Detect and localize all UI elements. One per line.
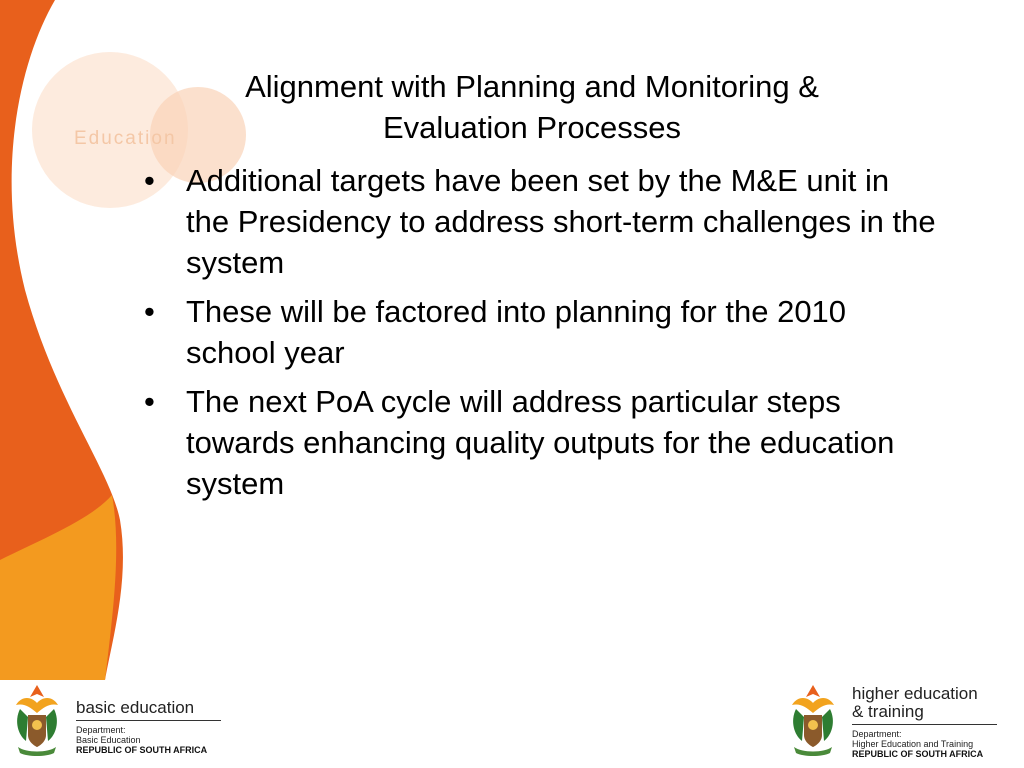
logo-name-line1: higher education <box>852 684 978 703</box>
watermark-text: Education <box>74 128 177 149</box>
logo-name: basic education <box>76 698 195 717</box>
logo-country: REPUBLIC OF SOUTH AFRICA <box>852 749 984 759</box>
slide-title: Alignment with Planning and Monitoring & Evaluation Processes <box>245 69 819 145</box>
basic-education-logo <box>6 683 226 759</box>
bullet-glyph: • <box>144 163 155 198</box>
logo-divider <box>76 720 221 721</box>
bullet-item <box>140 160 940 283</box>
bullet-list <box>140 160 940 512</box>
logo-department-label: Department: <box>76 725 126 735</box>
coat-of-arms-icon <box>782 683 844 759</box>
logo-department-name: Higher Education and Training <box>852 739 974 749</box>
logo-department-name: Basic Education <box>76 735 141 745</box>
bullet-item <box>140 291 940 373</box>
bullet-text: The next PoA cycle will address particular steps towards enhancing quality outputs for the education system <box>186 384 895 501</box>
logo-country: REPUBLIC OF SOUTH AFRICA <box>76 745 208 755</box>
bullet-text: Additional targets have been set by the M&E unit in the Presidency to address short-term challenges in the system <box>186 163 936 280</box>
basic-education-text <box>76 699 226 755</box>
coat-of-arms-icon <box>6 683 68 759</box>
logo-divider <box>852 724 997 725</box>
higher-education-text <box>852 685 1002 759</box>
bullet-text: These will be factored into planning for the 2010 school year <box>186 294 847 370</box>
logo-name-line2: & training <box>852 702 924 721</box>
bullet-glyph: • <box>144 384 155 419</box>
higher-education-logo <box>782 683 1002 759</box>
bullet-item <box>140 381 940 504</box>
bullet-glyph: • <box>144 294 155 329</box>
logo-department-label: Department: <box>852 729 902 739</box>
